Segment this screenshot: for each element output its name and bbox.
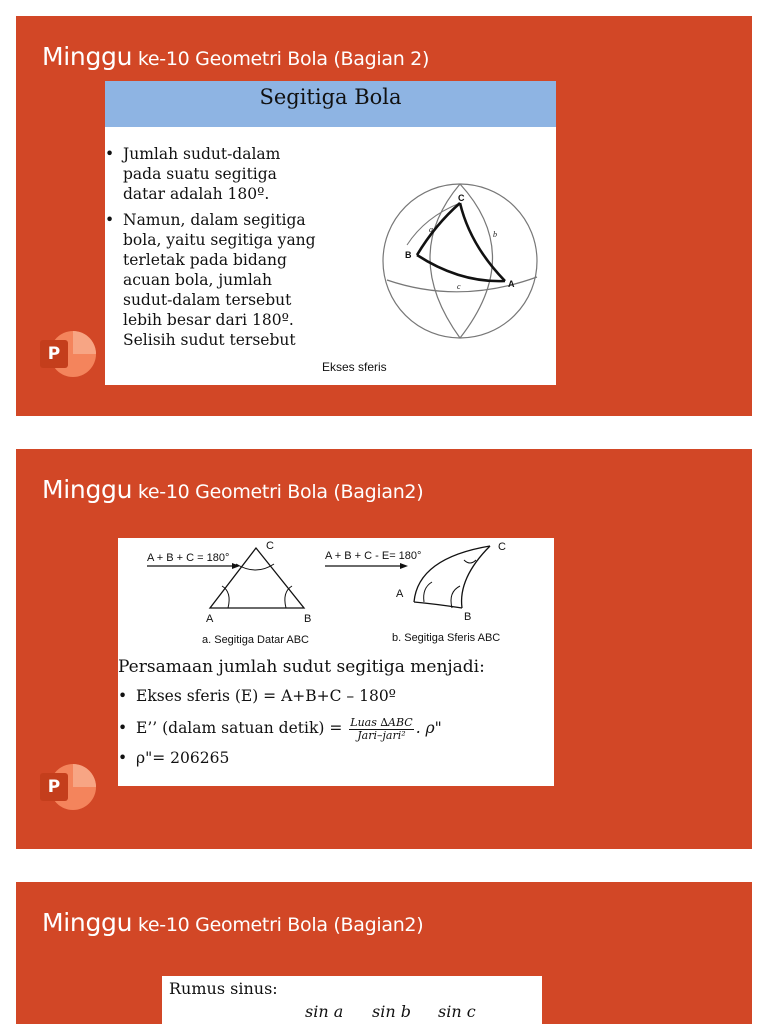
spherical-label-b: B <box>464 611 472 623</box>
formula-heading: Rumus sinus: <box>169 979 278 998</box>
bullet-list <box>105 144 319 350</box>
title-rest: ke-10 Geometri Bola (Bagian2) <box>132 914 424 936</box>
spherical-caption: b. Segitiga Sferis ABC <box>392 632 501 644</box>
flat-label-b: B <box>304 613 312 625</box>
formula-term: sin a <box>305 1002 344 1021</box>
equation-rho: • ρ"= 206265 <box>118 748 548 768</box>
equation-fraction <box>349 717 413 742</box>
title-rest: ke-10 Geometri Bola (Bagian2) <box>132 481 424 503</box>
title-prefix: Minggu <box>42 42 133 71</box>
fraction-numerator: Luas ∆ABC <box>350 715 413 729</box>
equation-intro: Persamaan jumlah sudut segitiga menjadi: <box>118 657 485 677</box>
slide-title <box>42 908 423 937</box>
triangle-comparison-figure <box>118 538 554 650</box>
spherical-triangle-figure <box>375 175 555 355</box>
spherical-label-c: C <box>498 541 506 553</box>
title-rest: ke-10 Geometri Bola (Bagian 2) <box>132 48 430 70</box>
powerpoint-letter: P <box>40 773 68 801</box>
content-panel <box>162 976 542 1024</box>
vertex-label-b: B <box>405 250 412 260</box>
bullet-item: • Namun, dalam segitiga bola, yaitu segitiga yang terletak pada bidang acuan bola, jumlah sudut-dalam tersebut lebih besar dari 180º. Selisih sudut tersebut <box>105 210 319 350</box>
equation-list <box>118 686 548 768</box>
formula-term: sin b <box>372 1002 411 1021</box>
title-prefix: Minggu <box>42 908 133 937</box>
slide-1[interactable] <box>16 16 752 416</box>
side-label-c: c <box>457 282 461 291</box>
equation-ekses-detik <box>118 716 548 742</box>
panel-header <box>105 81 556 127</box>
flat-caption: a. Segitiga Datar ABC <box>202 634 310 646</box>
slide-title <box>42 475 423 504</box>
content-panel <box>118 538 554 786</box>
vertex-label-a: A <box>508 279 515 289</box>
panel-header-title: Segitiga Bola <box>259 85 402 109</box>
powerpoint-icon <box>40 764 96 810</box>
title-prefix: Minggu <box>42 475 133 504</box>
slide-2[interactable] <box>16 449 752 849</box>
equation-prefix: E’’ (dalam satuan detik) = <box>136 719 343 737</box>
flat-label-c: C <box>266 540 274 552</box>
bullet-item: • Jumlah sudut-dalam pada suatu segitiga datar adalah 180º. <box>105 144 319 204</box>
slide-title <box>42 42 429 71</box>
side-label-b: b <box>493 230 497 239</box>
content-panel <box>105 81 556 385</box>
powerpoint-letter: P <box>40 340 68 368</box>
flat-label-a: A <box>206 613 214 625</box>
spherical-equation: A + B + C - E= 180° <box>325 550 422 562</box>
fraction-denominator: Jari–jari² <box>357 728 406 742</box>
spherical-label-a: A <box>396 588 404 600</box>
flat-equation: A + B + C = 180° <box>147 552 230 564</box>
equation-suffix: . ρ" <box>415 719 442 737</box>
side-label-a: a <box>429 225 433 234</box>
formula-term: sin c <box>438 1002 476 1021</box>
slide-3[interactable] <box>16 882 752 1024</box>
vertex-label-c: C <box>458 193 465 203</box>
equation-ekses-sferis: • Ekses sferis (E) = A+B+C – 180º <box>118 686 548 706</box>
powerpoint-icon <box>40 331 96 377</box>
caption-ekses-sferis: Ekses sferis <box>322 360 387 374</box>
